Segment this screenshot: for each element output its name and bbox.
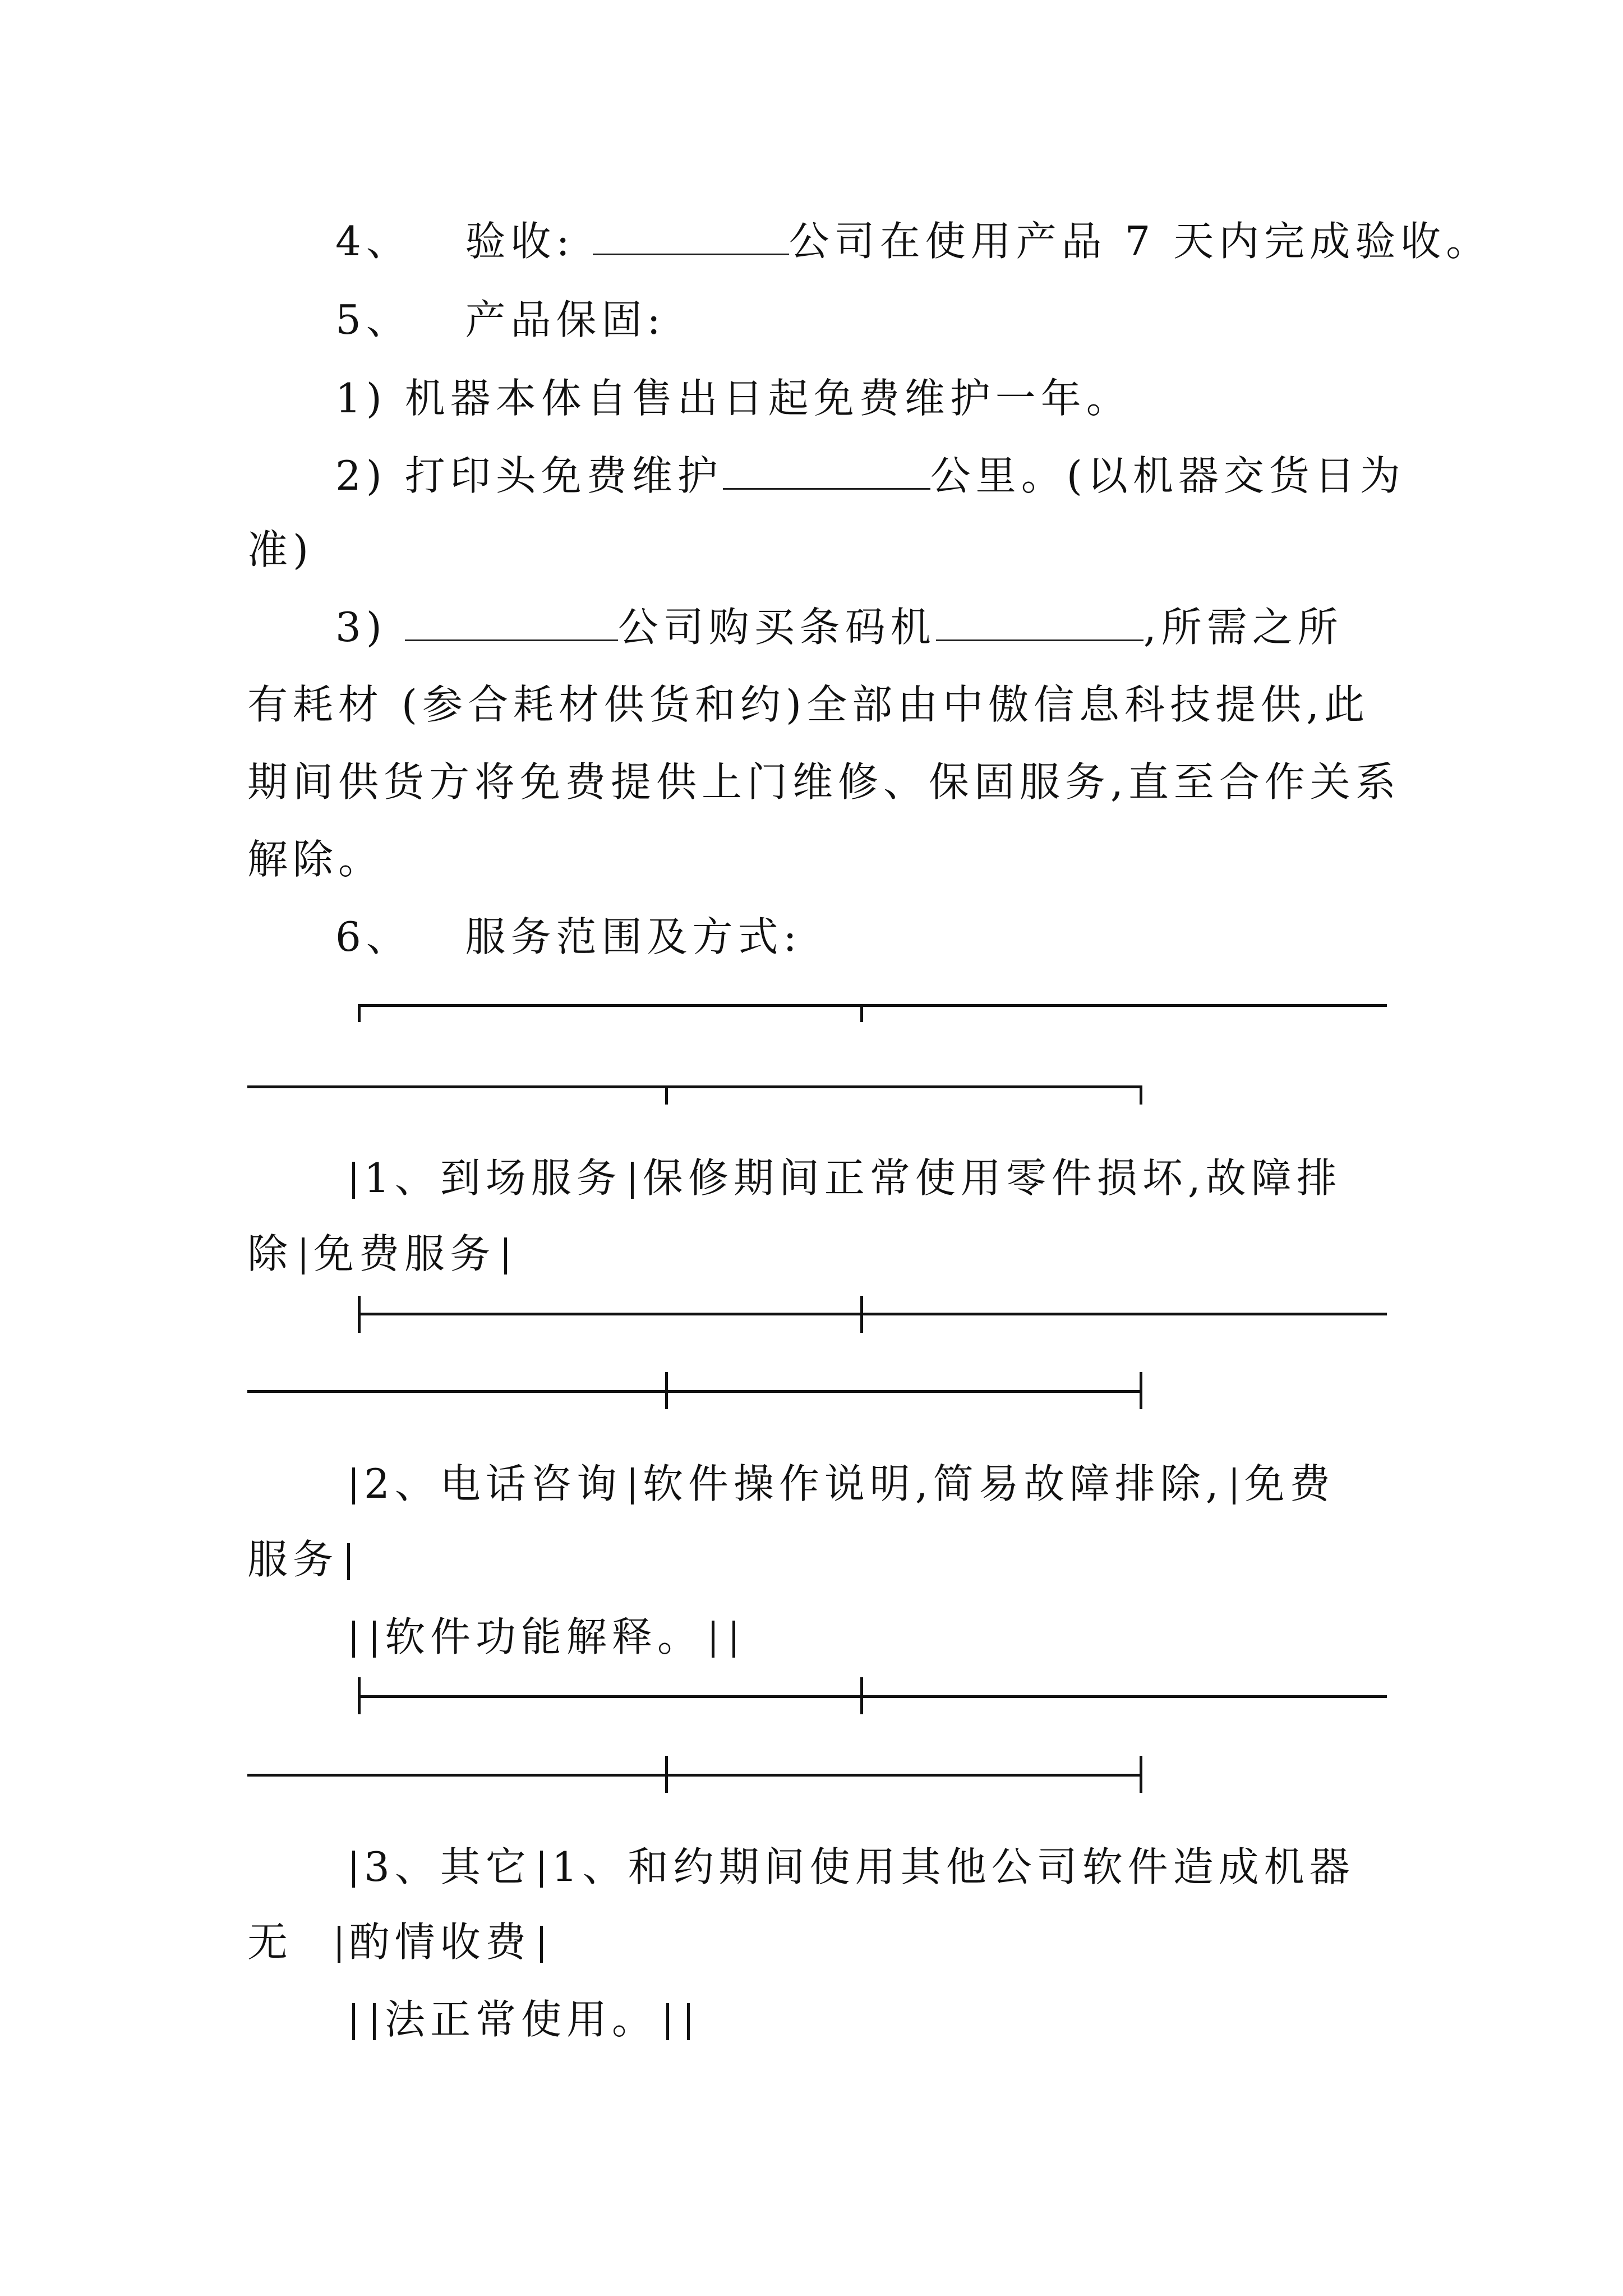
cell-border	[666, 2003, 669, 2040]
row-2-fee-cont: 服务	[247, 1536, 339, 1583]
row-tick	[358, 1296, 361, 1333]
item-5-label: 产品保固:	[465, 296, 666, 343]
rule-line	[358, 1004, 1387, 1007]
sub-3-line-2: 有耗材 (参合耗材供货和约)全部由中傲信息科技提供,此	[247, 681, 1370, 728]
item-4-number: 4、	[335, 218, 412, 265]
sub-3-line-3: 期间供货方将免费提供上门维修、保固服务,直至合作关系	[247, 758, 1401, 806]
item-4-text: 公司在使用产品 7 天内完成验收。	[789, 218, 1492, 265]
item-5-number: 5、	[335, 296, 412, 343]
column-tick	[860, 1677, 863, 1714]
table-row-3	[343, 1839, 1394, 1895]
item-6-line	[335, 909, 1386, 965]
blank-field-model[interactable]	[936, 606, 1144, 641]
blank-field-buyer[interactable]	[405, 606, 618, 641]
row-3-scope-cont: 无	[247, 1918, 293, 1966]
cell-border	[504, 1237, 507, 1274]
cell-border	[352, 1467, 355, 1504]
corner-tick	[358, 1004, 361, 1022]
cell-border	[1233, 1467, 1235, 1504]
cell-border	[373, 2003, 376, 2040]
blank-field-company[interactable]	[593, 220, 789, 255]
cell-border	[631, 1162, 634, 1199]
row-1-scope: 保修期间正常使用零件损坏,故障排	[642, 1154, 1342, 1202]
cell-border	[373, 1621, 376, 1658]
sub-3-text-c: ,所需之所	[1143, 604, 1343, 651]
cell-border	[352, 1851, 355, 1888]
item-5-line	[335, 292, 1386, 348]
column-tick	[665, 1756, 668, 1793]
table-row-2	[343, 1456, 1394, 1512]
rule-line	[247, 1085, 1142, 1088]
cell-border	[732, 1621, 735, 1658]
row-3-fee: 酌情收费	[349, 1918, 531, 1966]
column-tick	[860, 1004, 863, 1022]
row-3-scope: 1、和约期间使用其他公司软件造成机器	[551, 1843, 1355, 1890]
item-6-label: 服务范围及方式:	[465, 913, 802, 960]
sub-3-line	[335, 599, 1386, 655]
cell-border	[352, 2003, 355, 2040]
column-tick	[860, 1296, 863, 1333]
cell-border	[352, 1621, 355, 1658]
rule-line	[358, 1695, 1387, 1698]
row-2-service: 2、电话咨询	[364, 1460, 622, 1507]
cell-border	[302, 1237, 305, 1274]
sub-3-line-4: 解除。	[247, 836, 384, 883]
sub-3-text-a: 3)	[335, 604, 387, 651]
item-4-line	[335, 213, 1492, 269]
column-tick	[665, 1372, 668, 1409]
item-6-number: 6、	[335, 913, 412, 960]
row-2-scope-line-2: 软件功能解释。	[385, 1613, 703, 1660]
row-tick	[1140, 1372, 1142, 1409]
cell-border	[540, 1851, 543, 1888]
table-row-2-line-2	[343, 1609, 1394, 1665]
cell-border	[712, 1621, 714, 1658]
blank-field-distance[interactable]	[723, 454, 930, 490]
cell-border	[352, 1162, 355, 1199]
rule-line	[247, 1390, 1142, 1393]
cell-border	[338, 1926, 340, 1963]
sub-1-line: 1) 机器本体自售出日起免费维护一年。	[335, 375, 1132, 422]
sub-2-text-a: 2) 打印头免费维护	[335, 452, 723, 499]
rule-line	[358, 1313, 1387, 1315]
cell-border	[687, 2003, 690, 2040]
sub-2-continuation: 准)	[247, 526, 314, 573]
row-1-service: 1、到场服务	[364, 1154, 622, 1202]
cell-border	[347, 1543, 350, 1580]
row-3-scope-line-2: 法正常使用。	[385, 1996, 658, 2043]
rule-line	[247, 1774, 1142, 1777]
row-1-fee: 免费服务	[313, 1230, 496, 1277]
row-tick	[1140, 1756, 1142, 1793]
row-2-fee: 免费	[1244, 1460, 1335, 1507]
cell-border	[631, 1467, 634, 1504]
item-4-label: 验收:	[465, 218, 575, 265]
row-2-scope: 软件操作说明,简易故障排除,	[642, 1460, 1224, 1507]
row-3-service: 3、其它	[364, 1843, 531, 1890]
sub-3-text-b: 公司购买条码机	[617, 604, 936, 651]
cell-border	[540, 1926, 543, 1963]
table-row-2-cont	[247, 1531, 1386, 1588]
table-row-1	[343, 1150, 1394, 1206]
table-row-3-line-2	[343, 1991, 1394, 2047]
sub-2-text-b: 公里。(以机器交货日为	[930, 452, 1405, 499]
column-tick	[665, 1085, 668, 1105]
table-row-1-cont	[247, 1226, 1386, 1282]
row-tick	[358, 1677, 361, 1714]
corner-tick	[1140, 1085, 1142, 1105]
table-row-3-cont	[247, 1914, 1386, 1970]
row-1-scope-cont: 除	[247, 1230, 293, 1277]
sub-2-line	[335, 448, 1405, 504]
